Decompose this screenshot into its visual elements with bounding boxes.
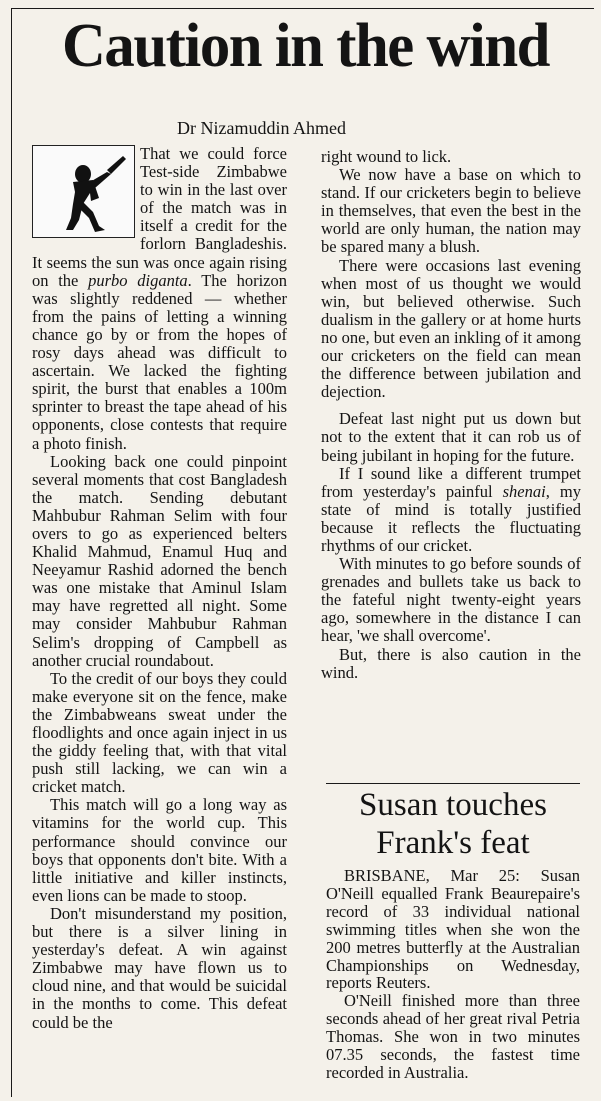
second-headline-line-2: Frank's feat	[376, 825, 530, 861]
second-headline-line-1: Susan touches	[359, 787, 547, 823]
right-paragraph-0: right wound to lick.	[321, 147, 452, 166]
story-divider	[326, 783, 580, 784]
right-column	[321, 148, 581, 682]
right-paragraph-4: If I sound like a different trumpet from yesterday's painful shenai, my state of mind is totally justified because it reflects the fluctuating rhythms of our cricket.	[321, 463, 581, 555]
second-story-headline	[326, 786, 580, 862]
left-paragraph-2: Looking back one could pinpoint several moments that cost Bangladesh the match. Sending debutant Mahbubur Rahman Selim with four overs to go as experienced belters Khalid Mahmud, Enamul Huq and Neeyamur Rashid adorned the bench was one mistake that Aminul Islam may have regretted all night. Some may consider Mahbubur Rahman Selim's dropping of Campbell as another crucial roundabout.	[32, 451, 287, 670]
left-paragraph-4: This match will go a long way as vitamins for the world cup. This performance should convince our boys that opponents don't bite. With a little initiative and killer instincts, even lions can be made to stoop.	[32, 795, 287, 905]
second-story-paragraph-1: BRISBANE, Mar 25: Susan O'Neill equalled Frank Beaurepaire's record of 33 individual national swimming titles when she won the 200 metres butterfly at the Australian Championships on Wednesday, reports Reuters.	[326, 866, 580, 993]
right-paragraph-5: With minutes to go before sounds of grenades and bullets take us back to the fateful night twenty-eight years ago, somewhere in the distance I can hear, 'we shall overcome'.	[321, 554, 581, 646]
right-paragraph-3: Defeat last night put us down but not to the extent that it can rob us of being jubilant in hoping for the future.	[321, 409, 581, 465]
second-story	[326, 783, 580, 1082]
byline: Dr Nizamuddin Ahmed	[177, 118, 346, 138]
page-title: Caution in the wind	[62, 12, 549, 80]
second-story-paragraph-2: O'Neill finished more than three seconds ahead of her great rival Petria Thomas. She won in two minutes 07.35 seconds, the fastest time recorded in Australia.	[326, 991, 580, 1082]
left-paragraph-5: Don't misunderstand my position, but there is a silver lining in yesterday's defeat. A win against Zimbabwe may have flown us to cloud nine, and that would be suicidal in the months to come. This defeat could be the	[32, 903, 287, 1032]
left-column	[32, 145, 287, 1032]
second-story-body	[326, 867, 580, 1082]
left-paragraph-3: To the credit of our boys they could make everyone sit on the fence, make the Zimbabweans sweat under the floodlights and once again inject in us the giddy feeling that, with that vital push still lacking, we can win a cricket match.	[32, 668, 287, 797]
left-paragraph-1: That we could force Test-side Zimbabwe to win in the last over of the match was in itself a credit for the forlorn Bangladeshis. It seems the sun was once again rising on the purbo diganta. The horizon was slightly reddened — whether from the pains of letting a winning chance go by or from the hopes of rosy days ahead was difficult to ascertain. We lacked the fighting spirit, the burst that enables a 100m sprinter to breast the tape ahead of his opponents, close contests that require a photo finish.	[32, 144, 287, 453]
right-paragraph-2: There were occasions last evening when most of us thought we would win, but believed otherwise. Such dualism in the gallery or at home hurts no one, but even an inkling of it among our cricketers on the field can mean the difference between jubilation and dejection.	[321, 255, 581, 402]
right-paragraph-1: We now have a base on which to stand. If our cricketers begin to believe in themselves, that even the best in the world are only human, the nation may be spared many a blush.	[321, 165, 581, 257]
right-paragraph-6: But, there is also caution in the wind.	[321, 644, 581, 682]
cricketer-batting-icon	[32, 145, 135, 238]
